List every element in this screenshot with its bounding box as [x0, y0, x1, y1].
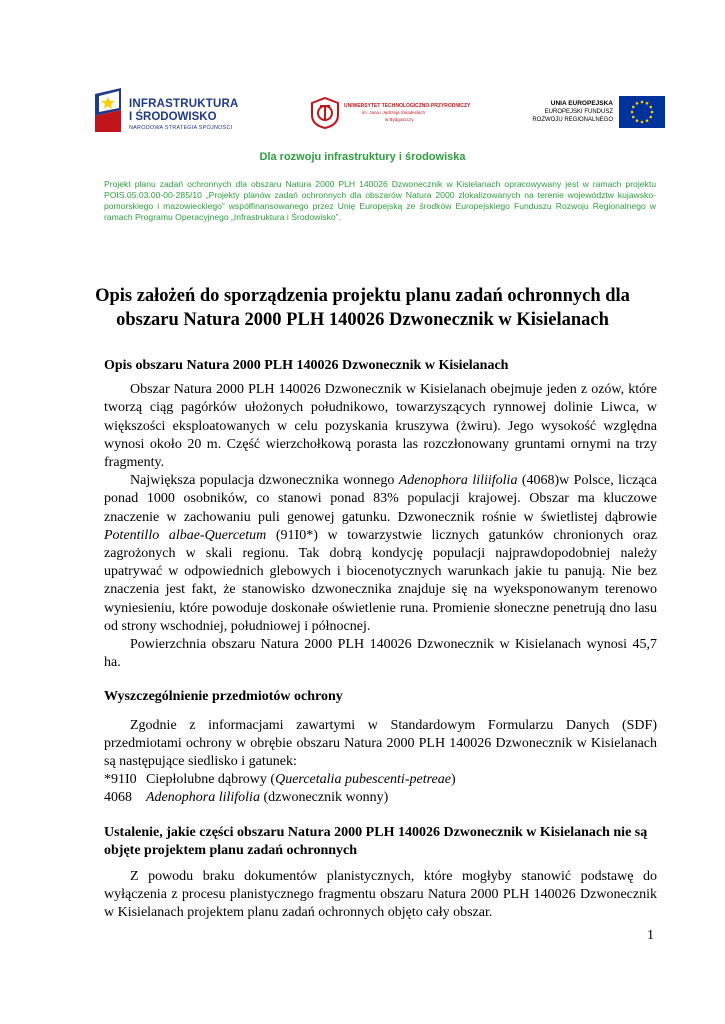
protection-subjects-list	[104, 771, 657, 807]
list-item-tail: (dzwonecznik wonny)	[259, 790, 389, 806]
document-title: Opis założeń do sporządzenia projektu planu zadań ochronnych dla obszaru Natura 2000 PLH 140026 Dzwonecznik w Kisielanach	[95, 286, 630, 330]
infrastruktura-logo-line1: INFRASTRUKTURA	[129, 98, 239, 110]
eu-flag-icon	[619, 96, 665, 128]
eu-logo-line1: UNIA EUROPEJSKA	[550, 100, 613, 107]
eu-logo	[525, 96, 665, 132]
university-logo-line3: w Bydgoszczy	[385, 117, 414, 122]
tagline: Dla rozwoju infrastruktury i środowiska	[259, 151, 466, 163]
section1-paragraph2	[104, 472, 657, 636]
infrastruktura-logo-line3: NARODOWA STRATEGIA SPÓJNOŚCI	[129, 125, 233, 131]
infrastruktura-flag-icon	[95, 88, 125, 132]
section1-p2-part-a: Największa populacja dzwonecznika wonnego	[130, 473, 399, 489]
list-item-code: *91I0	[104, 772, 137, 788]
section1-p2-part-c: (91I0*) w towarzystwie licznych gatunków chronionych oraz zagrożonych w skali regionu. Tak dobrą kondycję populacji najprawdopodobniej należy upatrywać w odpowiednich glebowych i biocenotycznych warunkach jakie tu panują. Nie bez znaczenia jest fakt, że stanowisko dzwonecznika znajduje się na wyeksponowanym terenowo wyniesieniu, które powoduje doskonałe oświetlenie runa. Promienie słoneczne penetrują dno lasu od strony wschodniej, południowej i północnej.	[104, 527, 657, 634]
list-item-latin: Quercetalia pubescenti-petreae	[275, 772, 451, 788]
infrastruktura-logo-line2: I ŚRODOWISKO	[129, 111, 217, 123]
habitat-name: Potentillo albae-Quercetum	[104, 527, 267, 543]
list-item-code: 4068	[104, 790, 132, 806]
eu-logo-line3: ROZWOJU REGIONALNEGO	[532, 117, 613, 123]
section1-p2-part-b: (4068)w Polsce, licząca ponad 1000 osobników, co stanowi ponad 83% populacji krajowej. Obszar ma kluczowe znaczenie w zachowaniu puli genowej gatunku. Dzwonecznik rośnie w świetlistej dąbrowie	[104, 473, 657, 525]
list-item-tail: )	[450, 772, 456, 788]
list-item-name: Ciepłolubne dąbrowy (	[146, 772, 276, 788]
university-logo	[310, 97, 490, 137]
university-logo-line2: im. Jana i Jędrzeja Śniadeckich	[362, 110, 426, 115]
section3-heading: Ustalenie, jakie części obszaru Natura 2000 PLH 140026 Dzwonecznik w Kisielanach nie są objęte projektem planu zadań ochronnych	[104, 824, 648, 858]
section2-heading: Wyszczególnienie przedmiotów ochrony	[104, 689, 343, 705]
section1-paragraph3: Powierzchnia obszaru Natura 2000 PLH 140026 Dzwonecznik w Kisielanach wynosi 45,7 ha.	[104, 637, 657, 671]
list-item	[104, 789, 657, 807]
section3-paragraph1: Z powodu braku dokumentów planistycznych, które mogłyby stanowić podstawę do wyłączenia z procesu planistycznego fragmentu obszaru Natura 2000 PLH 140026 Dzwonecznik w Kisielanach projektem planu zadań ochronnych objęto cały obszar.	[104, 869, 657, 921]
list-item-latin: Adenophora lilifolia	[146, 790, 260, 806]
section1-heading: Opis obszaru Natura 2000 PLH 140026 Dzwonecznik w Kisielanach	[104, 358, 509, 373]
section1-paragraph1: Obszar Natura 2000 PLH 140026 Dzwonecznik w Kisielanach obejmuje jeden z ozów, które tworzą ciąg pagórków ułożonych południkowo, towarzyszących rynnowej dolinie Liwca, w większości eksploatowanych w celu pozyskania kruszywa (żwiru). Jego wysokość względna wynosi około 20 m. Część wierzchołkową porasta las rozczłonowany gruntami ornymi na trzy fragmenty.	[104, 382, 657, 471]
university-logo-line1: UNIWERSYTET TECHNOLOGICZNO-PRZYRODNICZY	[344, 103, 471, 109]
eu-logo-line2: EUROPEJSKI FUNDUSZ	[544, 109, 613, 115]
species-name: Adenophora liliifolia	[398, 473, 518, 489]
university-emblem-icon	[310, 97, 340, 129]
section2-paragraph1: Zgodnie z informacjami zawartymi w Standardowym Formularzu Danych (SDF) przedmiotami ochrony w obrębie obszaru Natura 2000 PLH 140026 Dzwonecznik w Kisielanach są następujące siedlisko i gatunek:	[104, 717, 657, 770]
infrastruktura-logo	[95, 88, 245, 138]
list-item	[104, 771, 657, 789]
project-note: Projekt planu zadań ochronnych dla obszaru Natura 2000 PLH 140026 Dzwonecznik w Kisielanach opracowywany jest w ramach projektu POIS.05.03.00-00-285/10 „Projekty planów zadań ochronnych dla obszarów Natura 2000 zlokalizowanych na terenie województw kujawsko-pomorskiego i mazowieckiego” współfinansowanego przez Unię Europejską ze środków Europejskiego Funduszu Rozwoju Regionalnego w ramach Programu Operacyjnego „Infrastruktura i Środowisko”.	[104, 179, 656, 222]
page-number: 1	[647, 928, 654, 943]
document-body	[104, 357, 657, 923]
